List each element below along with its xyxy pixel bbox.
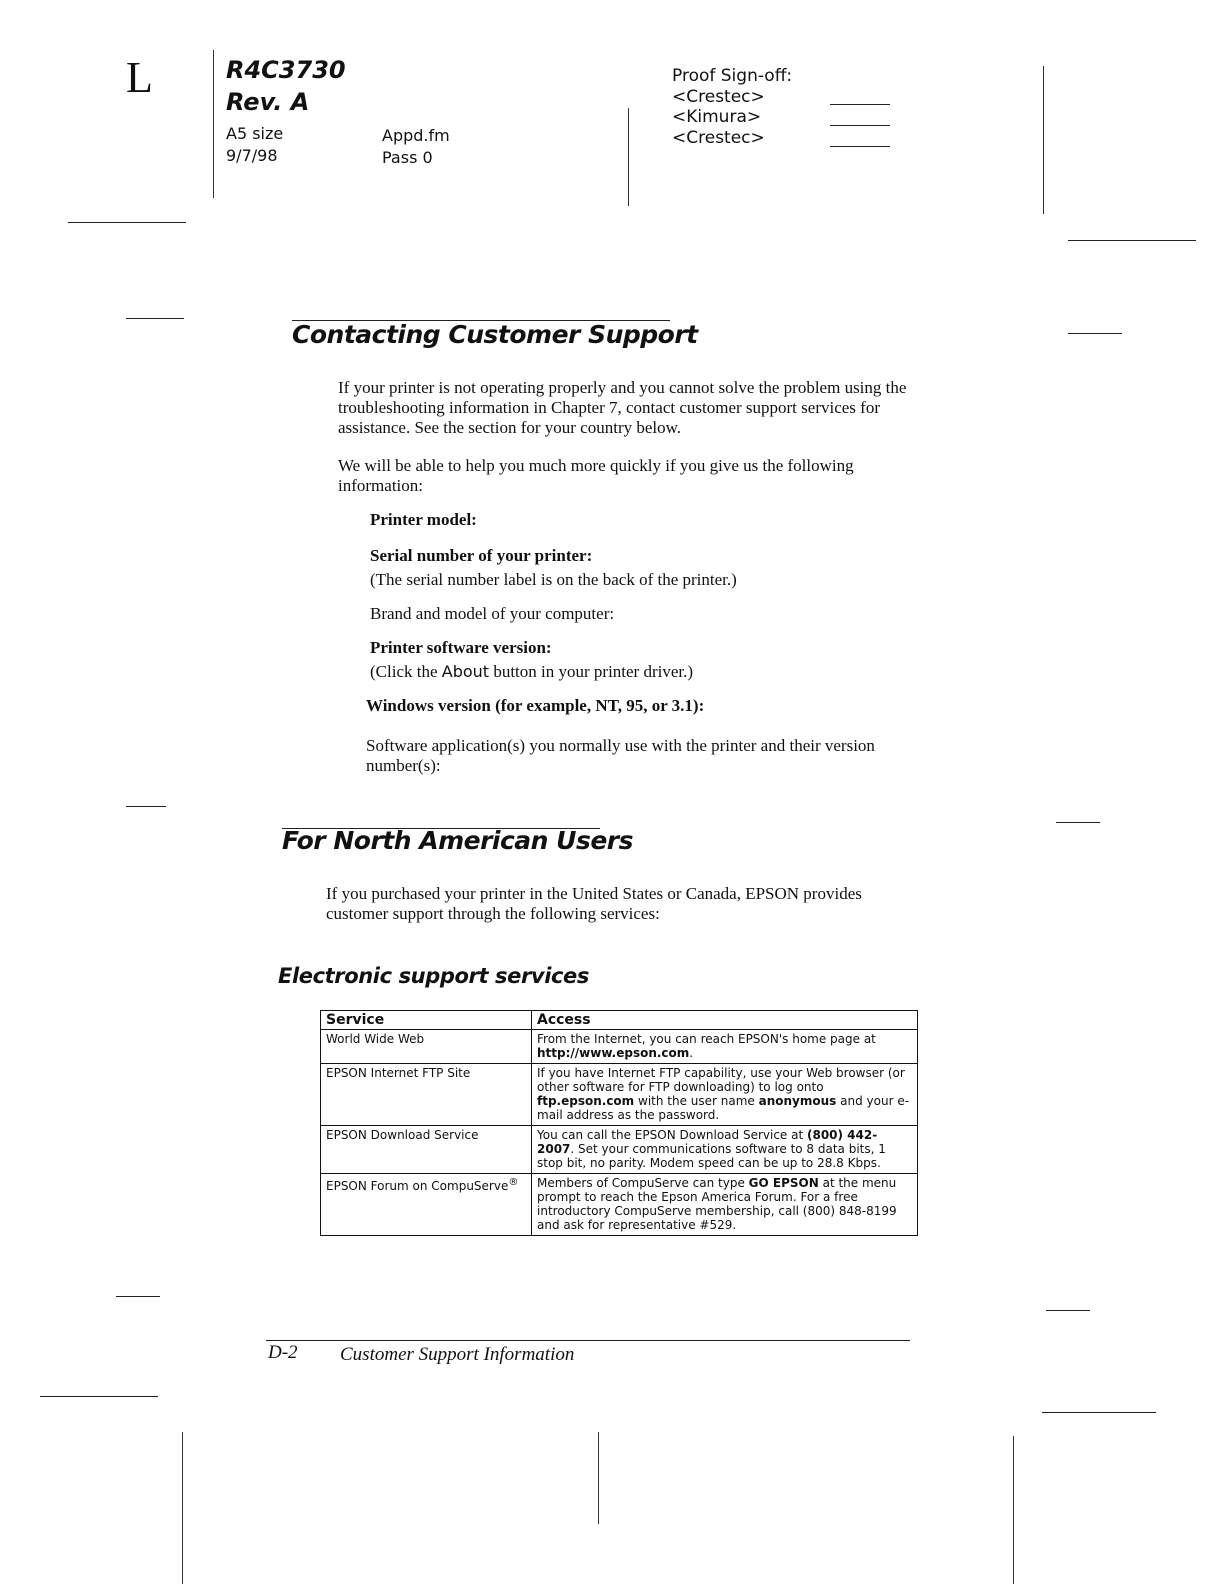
- access-text: You can call the EPSON Download Service at: [537, 1128, 807, 1142]
- access-text: and your e-mail address as the password.: [537, 1094, 910, 1122]
- section-title-contacting-support: Contacting Customer Support: [292, 320, 698, 349]
- printer-software-note: [370, 662, 693, 682]
- doc-id: R4C3730: [226, 56, 346, 84]
- table-row: [321, 1126, 918, 1174]
- help-paragraph: We will be able to help you much more quickly if you give us the following information:: [338, 456, 854, 495]
- windows-version-label: Windows version (for example, NT, 95, or 3.1):: [366, 696, 705, 715]
- proof-name-1: <Crestec>: [672, 87, 765, 107]
- header-divider-mid: [628, 108, 629, 206]
- go-command: GO EPSON: [748, 1176, 819, 1190]
- crop-mark: [116, 1296, 160, 1297]
- access-text: .: [689, 1046, 694, 1060]
- header-divider-left: [213, 50, 214, 198]
- printer-model-label: Printer model:: [370, 510, 477, 529]
- column-header-access: Access: [532, 1011, 918, 1030]
- crop-mark-vertical: [1013, 1436, 1014, 1584]
- service-name: EPSON Forum on CompuServe: [326, 1179, 509, 1193]
- proof-name-3: <Crestec>: [672, 128, 765, 148]
- download-phone: (800) 442-2007: [537, 1128, 878, 1156]
- signature-line-2: [830, 125, 890, 126]
- section-title-electronic-support: Electronic support services: [278, 964, 589, 988]
- intro-paragraph: If your printer is not operating properly and you cannot solve the problem using the troubleshooting information in Chapter 7, contact customer support services for assistance. See the section for your country below.: [338, 378, 907, 437]
- table-header-row: [321, 1011, 918, 1030]
- signature-line-3: [830, 146, 890, 147]
- crop-mark: [68, 222, 186, 223]
- about-button-label: About: [441, 662, 490, 681]
- web-url: http://www.epson.com: [537, 1046, 690, 1060]
- crop-mark: [1056, 822, 1100, 823]
- access-text: at the menu prompt to reach the Epson America Forum. For a free introductory CompuServe membership, call (800) 848-8199 and ask for representative #529.: [537, 1176, 897, 1232]
- header-divider-right: [1043, 66, 1044, 214]
- pass-label: Pass 0: [382, 148, 433, 167]
- column-header-service: Service: [321, 1011, 532, 1030]
- access-cell: [532, 1126, 918, 1174]
- access-cell: [532, 1174, 918, 1236]
- table-row: [321, 1064, 918, 1126]
- footer-title: Customer Support Information: [340, 1344, 575, 1365]
- crop-mark: [1068, 240, 1196, 241]
- ftp-username: anonymous: [758, 1094, 837, 1108]
- access-cell: [532, 1030, 918, 1064]
- ftp-host: ftp.epson.com: [537, 1094, 635, 1108]
- service-cell: EPSON Download Service: [321, 1126, 532, 1174]
- crop-mark: [126, 806, 166, 807]
- access-text: From the Internet, you can reach EPSON's home page at: [537, 1032, 876, 1046]
- section-title-north-america: For North American Users: [282, 826, 634, 855]
- access-text: . Set your communications software to 8 data bits, 1 stop bit, no parity. Modem speed can be up to 28.8 Kbps.: [537, 1142, 886, 1170]
- crop-mark-vertical: [598, 1432, 599, 1524]
- date-label: 9/7/98: [226, 146, 278, 165]
- signature-line-1: [830, 104, 890, 105]
- software-note-post: button in your printer driver.): [489, 662, 694, 681]
- access-text: Members of CompuServe can type: [537, 1176, 749, 1190]
- access-text: with the user name: [634, 1094, 759, 1108]
- proof-signoff-title: Proof Sign-off:: [672, 66, 793, 86]
- corner-letter: L: [126, 53, 153, 102]
- crop-mark: [1068, 333, 1122, 334]
- table-row: [321, 1030, 918, 1064]
- crop-mark: [126, 318, 184, 319]
- north-america-paragraph: If you purchased your printer in the United States or Canada, EPSON provides customer support through the following services:: [326, 884, 862, 923]
- applications-label: Software application(s) you normally use with the printer and their version number(s):: [366, 736, 875, 775]
- software-note-pre: (Click the: [370, 662, 442, 681]
- access-text: If you have Internet FTP capability, use your Web browser (or other software for FTP downloading) to log onto: [537, 1066, 905, 1094]
- revision: Rev. A: [226, 88, 310, 116]
- access-cell: [532, 1064, 918, 1126]
- service-cell: [321, 1174, 532, 1236]
- crop-mark: [40, 1396, 158, 1397]
- support-services-table: [320, 1010, 918, 1236]
- file-label: Appd.fm: [382, 126, 450, 145]
- crop-mark-vertical: [182, 1432, 183, 1584]
- registered-mark: ®: [508, 1177, 519, 1188]
- footer-rule: [266, 1340, 910, 1341]
- size-label: A5 size: [226, 124, 284, 143]
- footer-page-number: D-2: [268, 1342, 298, 1363]
- crop-mark: [1046, 1310, 1090, 1311]
- serial-number-note: (The serial number label is on the back of the printer.): [370, 570, 737, 589]
- proof-name-2: <Kimura>: [672, 107, 762, 127]
- crop-mark: [1042, 1412, 1156, 1413]
- service-cell: World Wide Web: [321, 1030, 532, 1064]
- serial-number-label: Serial number of your printer:: [370, 546, 593, 565]
- service-cell: EPSON Internet FTP Site: [321, 1064, 532, 1126]
- table-row: [321, 1174, 918, 1236]
- printer-software-label: Printer software version:: [370, 638, 552, 657]
- computer-model-label: Brand and model of your computer:: [370, 604, 615, 623]
